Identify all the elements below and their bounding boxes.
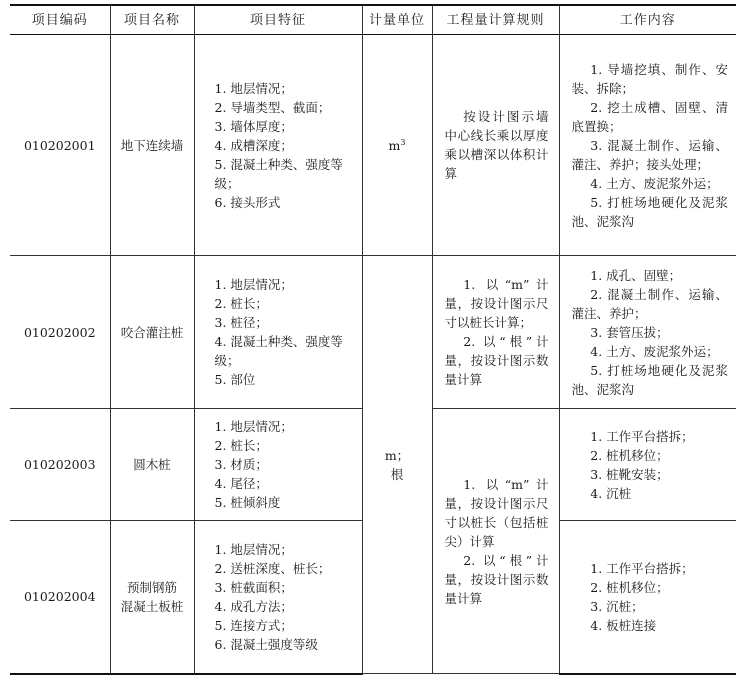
work-line: 3. 混凝土制作、运输、灌注、养护；接头处理；	[571, 137, 728, 172]
item-code: 010202002	[10, 256, 110, 409]
header-code: 项目编码	[10, 5, 110, 35]
unit-cell	[362, 35, 432, 256]
table-row	[10, 256, 736, 409]
feature-line: 4. 混凝土种类、强度等级；	[214, 334, 343, 368]
unit-cell	[362, 256, 432, 674]
header-work: 工作内容	[559, 5, 736, 35]
item-name	[110, 521, 194, 674]
feature-line: 3. 材质；	[214, 457, 268, 472]
table-row	[10, 35, 736, 256]
rule-text: 按设计图示墙中心线长乘以厚度乘以槽深以体积计算	[444, 109, 549, 181]
bill-of-quantities-table	[10, 4, 736, 675]
header-rule: 工程量计算规则	[432, 5, 559, 35]
work-line: 2. 桩机移位；	[590, 579, 669, 595]
header-name: 项目名称	[110, 5, 194, 35]
work-line: 2. 桩机移位；	[590, 447, 669, 463]
work-line: 1. 工作平台搭拆；	[590, 428, 694, 444]
calc-rule	[432, 35, 559, 256]
item-features	[194, 521, 362, 674]
header-unit: 计量单位	[362, 5, 432, 35]
rule-text: 2. 以“根”计量，按设计图示数量计算	[444, 552, 549, 606]
calc-rule	[432, 409, 559, 674]
rule-text: 2. 以“根”计量，按设计图示数量计算	[444, 334, 549, 387]
work-content	[559, 409, 736, 521]
work-line: 3. 套管压拔；	[590, 324, 669, 340]
work-line: 2. 挖土成槽、固壁、清底置换；	[571, 99, 728, 134]
unit-superscript: 3	[400, 137, 406, 147]
item-code: 010202004	[10, 521, 110, 674]
work-content	[559, 256, 736, 409]
feature-line: 5. 部位	[214, 372, 256, 387]
feature-line: 1. 地层情况；	[214, 541, 293, 557]
feature-line: 5. 连接方式；	[214, 617, 293, 633]
work-content	[559, 521, 736, 674]
feature-line: 4. 成孔方法；	[214, 598, 293, 614]
item-name-line: 混凝土板桩	[120, 598, 184, 614]
feature-line: 3. 墙体厚度；	[214, 118, 293, 134]
item-name: 圆木桩	[110, 409, 194, 521]
work-line: 5. 打桩场地硬化及泥浆池、泥浆沟	[571, 194, 728, 229]
feature-line: 1. 地层情况；	[214, 80, 293, 96]
feature-line: 6. 混凝土强度等级	[214, 636, 318, 652]
item-code: 010202001	[10, 35, 110, 256]
item-features	[194, 256, 362, 409]
item-features	[194, 409, 362, 521]
rule-text: 1. 以“m”计量，按设计图示尺寸以桩长（包括桩尖）计算	[444, 476, 549, 549]
feature-line: 2. 桩长；	[214, 438, 268, 453]
work-line: 2. 混凝土制作、运输、灌注、养护；	[571, 286, 728, 321]
work-line: 5. 打桩场地硬化及泥浆池、泥浆沟	[571, 362, 728, 397]
header-features: 项目特征	[194, 5, 362, 35]
work-line: 4. 土方、废泥浆外运；	[590, 343, 719, 359]
feature-line: 5. 桩倾斜度	[214, 495, 281, 510]
work-line: 4. 沉桩	[590, 485, 632, 501]
item-name: 咬合灌注桩	[110, 256, 194, 409]
work-line: 1. 工作平台搭拆；	[590, 560, 694, 576]
header-row	[10, 5, 736, 35]
item-name-line: 预制钢筋	[126, 579, 177, 595]
item-name: 地下连续墙	[110, 35, 194, 256]
item-features	[194, 35, 362, 256]
feature-line: 4. 成槽深度；	[214, 137, 293, 153]
feature-line: 2. 导墙类型、截面；	[214, 99, 331, 115]
work-content	[559, 35, 736, 256]
feature-line: 5. 混凝土种类、强度等级；	[214, 156, 343, 191]
item-code: 010202003	[10, 409, 110, 521]
calc-rule	[432, 256, 559, 409]
feature-line: 6. 接头形式	[214, 194, 281, 210]
unit-base: m	[388, 137, 401, 153]
unit-line: m；	[384, 447, 410, 463]
feature-line: 3. 桩截面积；	[214, 579, 293, 595]
feature-line: 2. 桩长；	[214, 296, 268, 311]
feature-line: 3. 桩径；	[214, 315, 268, 330]
work-line: 1. 导墙挖填、制作、安装、拆除；	[571, 61, 728, 96]
feature-line: 2. 送桩深度、桩长；	[214, 560, 331, 576]
work-line: 4. 板桩连接	[590, 617, 657, 633]
feature-line: 4. 尾径；	[214, 476, 268, 491]
work-line: 3. 桩靴安装；	[590, 466, 669, 482]
unit-line: 根	[390, 466, 404, 482]
feature-line: 1. 地层情况；	[214, 277, 293, 292]
feature-line: 1. 地层情况；	[214, 419, 293, 434]
work-line: 3. 沉桩；	[590, 598, 644, 614]
rule-text: 1. 以“m”计量，按设计图示尺寸以桩长计算；	[444, 277, 549, 330]
work-line: 4. 土方、废泥浆外运；	[590, 175, 719, 191]
work-line: 1. 成孔、固壁；	[590, 267, 682, 283]
